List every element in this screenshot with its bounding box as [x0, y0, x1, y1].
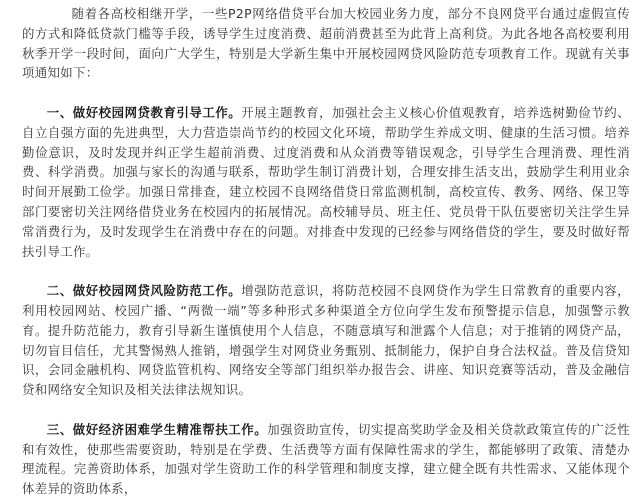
- section-2-heading: 二、做好校园网贷风险防范工作。: [46, 283, 242, 299]
- intro-paragraph: 随着各高校相继开学，一些P2P网络借贷平台加大校园业务力度，部分不良网贷平台通过虚假宣传的方式和降低贷款门槛等手段，诱导学生过度消费、超前消费甚至为此背上高利贷。为此各地各高校要利用秋季开学一段时间，面向广大学生，特别是大学新生集中开展校园网贷风险防范专项教育工作。现就有关事项通知如下：: [22, 6, 630, 81]
- section-3-heading: 三、做好经济困难学生精准帮扶工作。: [46, 421, 268, 437]
- section-1-heading: 一、做好校园网贷教育引导工作。: [46, 104, 242, 120]
- section-3-paragraph: [22, 420, 630, 499]
- section-1-body: 开展主题教育，加强社会主义核心价值观教育，培养选树勤俭节约、自立自强方面的先进典型，大力营造崇尚节约的校园文化环境，帮助学生养成文明、健康的生活习惯。培养勤俭意识，及时发现并纠正学生超前消费、过度消费和从众消费等错误观念，引导学生合理消费、理性消费、科学消费。加强与家长的沟通与联系，帮助学生制订消费计划，合理安排生活支出，鼓励学生利用业余时间开展勤工俭学。加强日常排查，建立校园不良网络借贷日常监测机制，高校宣传、教务、网络、保卫等部门要密切关注网络借贷业务在校园内的拓展情况。高校辅导员、班主任、党员骨干队伍要密切关注学生异常消费行为，及时发现学生在消费中存在的问题。对排查中发现的已经参与网络借贷的学生，要及时做好帮扶引导工作。: [22, 104, 631, 259]
- section-2-body: 增强防范意识，将防范校园不良网贷作为学生日常教育的重要内容，利用校园网站、校园广播、“两微一端”等多种形式多种渠道全方位向学生发布预警提示信息，加强警示教育。提升防范能力，教育引导新生谨慎使用个人信息，不随意填写和泄露个人信息；对于推销的网贷产品，切勿盲目信任，尤其警惕熟人推销，增强学生对网贷业务甄别、抵制能力，保护自身合法权益。普及信贷知识，会同金融机构、网贷监管机构、网络安全等部门组织举办报告会、讲座、知识竞赛等活动，普及金融信贷和网络安全知识及相关法律法规知识。: [22, 283, 631, 398]
- section-1-paragraph: [22, 103, 630, 261]
- section-2-paragraph: [22, 281, 630, 400]
- section-3-body: 加强资助宣传，切实提高奖助学金及相关贷款政策宣传的广泛性和有效性，使那些需要资助，特别是在学费、生活费等方面有保障性需求的学生，都能够明了政策、清楚办理流程。完善资助体系，加强对学生资助工作的科学管理和制度支撑，建立健全既有共性需求、又能体现个体差异的资助体系，: [22, 421, 630, 497]
